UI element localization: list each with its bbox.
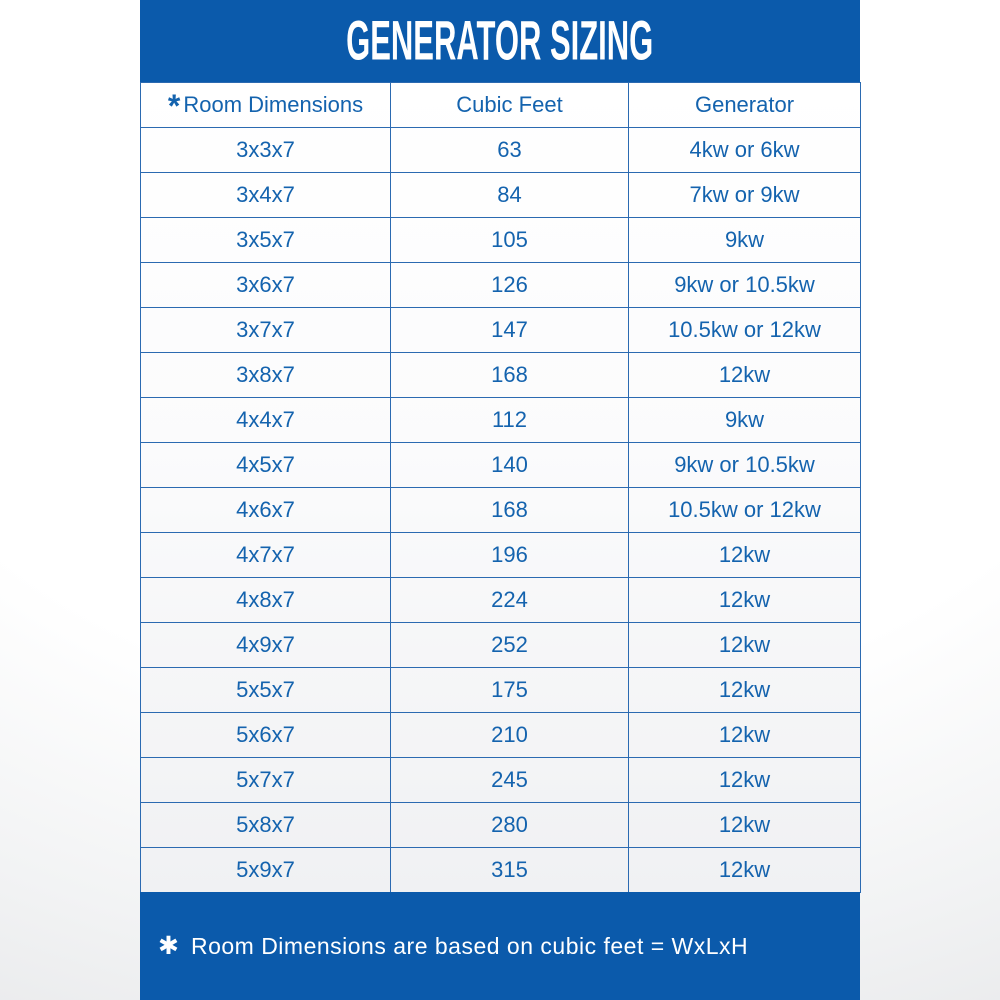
table-row <box>141 263 861 308</box>
cell-generator: 12kw <box>629 353 861 398</box>
header-cubic-feet <box>391 83 629 128</box>
cell-room-dimensions: 3x5x7 <box>141 218 391 263</box>
table-row <box>141 803 861 848</box>
cell-cubic-feet: 147 <box>391 308 629 353</box>
cell-generator: 9kw <box>629 218 861 263</box>
cell-generator: 12kw <box>629 803 861 848</box>
cell-generator: 12kw <box>629 713 861 758</box>
table-row <box>141 848 861 893</box>
cell-cubic-feet: 84 <box>391 173 629 218</box>
table-row <box>141 398 861 443</box>
page-title: GENERATOR SIZING <box>346 9 654 73</box>
table-row <box>141 758 861 803</box>
cell-cubic-feet: 196 <box>391 533 629 578</box>
cell-cubic-feet: 280 <box>391 803 629 848</box>
cell-room-dimensions: 4x5x7 <box>141 443 391 488</box>
cell-cubic-feet: 315 <box>391 848 629 893</box>
cell-room-dimensions: 4x8x7 <box>141 578 391 623</box>
table-body <box>141 128 861 893</box>
cell-cubic-feet: 126 <box>391 263 629 308</box>
footnote-asterisk-icon: ✱ <box>158 931 179 960</box>
cell-cubic-feet: 112 <box>391 398 629 443</box>
table-row <box>141 218 861 263</box>
cell-cubic-feet: 175 <box>391 668 629 713</box>
cell-room-dimensions: 5x6x7 <box>141 713 391 758</box>
table-row <box>141 443 861 488</box>
cell-generator: 12kw <box>629 533 861 578</box>
cell-generator: 9kw or 10.5kw <box>629 443 861 488</box>
cell-generator: 12kw <box>629 623 861 668</box>
cell-generator: 9kw <box>629 398 861 443</box>
cell-cubic-feet: 105 <box>391 218 629 263</box>
cell-room-dimensions: 3x8x7 <box>141 353 391 398</box>
cell-cubic-feet: 168 <box>391 353 629 398</box>
cell-cubic-feet: 168 <box>391 488 629 533</box>
cell-generator: 10.5kw or 12kw <box>629 488 861 533</box>
table-header-row <box>141 83 861 128</box>
cell-generator: 12kw <box>629 758 861 803</box>
cell-room-dimensions: 5x7x7 <box>141 758 391 803</box>
generator-sizing-panel <box>140 0 860 1000</box>
cell-cubic-feet: 245 <box>391 758 629 803</box>
cell-generator: 10.5kw or 12kw <box>629 308 861 353</box>
header-room-dimensions-label: Room Dimensions <box>183 92 364 117</box>
cell-cubic-feet: 210 <box>391 713 629 758</box>
generator-sizing-table <box>140 82 861 893</box>
table-row <box>141 488 861 533</box>
cell-room-dimensions: 3x6x7 <box>141 263 391 308</box>
header-room-dimensions: * Room Dimensions <box>141 83 391 128</box>
cell-cubic-feet: 140 <box>391 443 629 488</box>
footnote-banner <box>140 892 860 1000</box>
table-row <box>141 308 861 353</box>
header-generator-label: Generator <box>694 92 795 117</box>
cell-room-dimensions: 3x3x7 <box>141 128 391 173</box>
cell-room-dimensions: 4x9x7 <box>141 623 391 668</box>
cell-generator: 7kw or 9kw <box>629 173 861 218</box>
footnote-text: Room Dimensions are based on cubic feet = WxLxH <box>190 932 749 959</box>
table-row <box>141 713 861 758</box>
cell-generator: 12kw <box>629 578 861 623</box>
cell-room-dimensions: 4x6x7 <box>141 488 391 533</box>
cell-room-dimensions: 4x7x7 <box>141 533 391 578</box>
cell-generator: 12kw <box>629 668 861 713</box>
table-row <box>141 533 861 578</box>
cell-cubic-feet: 224 <box>391 578 629 623</box>
table-row <box>141 173 861 218</box>
cell-generator: 12kw <box>629 848 861 893</box>
cell-room-dimensions: 4x4x7 <box>141 398 391 443</box>
cell-room-dimensions: 3x4x7 <box>141 173 391 218</box>
cell-cubic-feet: 63 <box>391 128 629 173</box>
table-row <box>141 128 861 173</box>
table-row <box>141 578 861 623</box>
cell-generator: 9kw or 10.5kw <box>629 263 861 308</box>
header-generator <box>629 83 861 128</box>
cell-generator: 4kw or 6kw <box>629 128 861 173</box>
cell-cubic-feet: 252 <box>391 623 629 668</box>
table-row <box>141 623 861 668</box>
table-row <box>141 668 861 713</box>
cell-room-dimensions: 3x7x7 <box>141 308 391 353</box>
header-cubic-feet-label: Cubic Feet <box>456 92 563 117</box>
title-banner <box>140 0 860 82</box>
cell-room-dimensions: 5x9x7 <box>141 848 391 893</box>
cell-room-dimensions: 5x5x7 <box>141 668 391 713</box>
cell-room-dimensions: 5x8x7 <box>141 803 391 848</box>
table-row <box>141 353 861 398</box>
